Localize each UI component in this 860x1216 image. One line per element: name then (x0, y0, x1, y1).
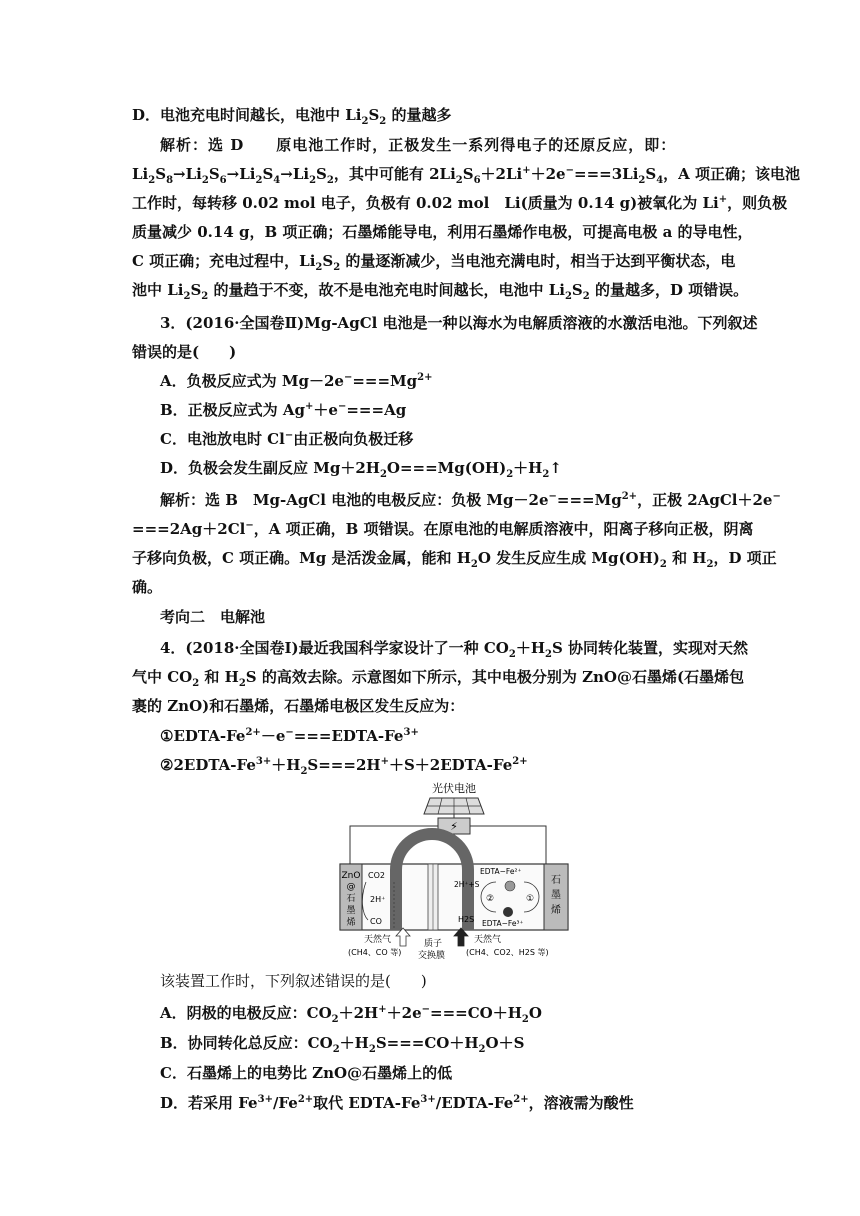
option-d-prev: D．电池充电时间越长，电池中 $Li_2S_2$ 的量越多 (132, 106, 452, 127)
analysis-3: 确。 (132, 578, 163, 596)
svg-text:②: ② (486, 894, 495, 904)
svg-text:交换膜: 交换膜 (418, 951, 446, 961)
svg-text:2H⁺+S: 2H⁺+S (454, 880, 480, 889)
svg-text:墨: 墨 (346, 906, 356, 916)
question-3: 3．(2016·全国卷Ⅱ)Mg-AgCl 电池是一种以海水为电解质溶液的水激活电池。下列叙述 (160, 314, 758, 332)
svg-text:质子: 质子 (424, 939, 443, 949)
analysis-line: 质量减少 0.14 g，B 项正确；石墨烯能导电，利用石墨烯作电极，可提高电极 a 的导电性， (132, 223, 753, 241)
q4-option-b: B．协同转化总反应：$CO_2+H_2S===CO+H_2O+S$ (160, 1034, 525, 1055)
svg-text:(CH4、CO 等): (CH4、CO 等) (348, 948, 402, 957)
svg-text:2H⁺: 2H⁺ (370, 895, 386, 904)
analysis-3: 解析：选 B Mg-AgCl 电池的电极反应：负极 $Mg-2e^-===Mg^{2+}$，正极 2AgCl＋2e− (160, 491, 781, 509)
analysis-line: 工作时，每转移 0.02 mol 电子，负极有 0.02 mol Li(质量为 0.14 g)被氧化为 Li+，则负极 (132, 194, 788, 212)
option-d: D．负极会发生副反应 $Mg+2H_2O===Mg(OH)_2+H_2↑$ (160, 459, 562, 480)
gas-in-left-arrow (396, 928, 410, 946)
analysis-line: C 项正确；充电过程中，$Li_2S_2$ 的量逐渐减少，当电池充满电时，相当于达到平衡状态，电 (132, 252, 736, 273)
analysis-line: 池中 $Li_2S_2$ 的量趋于不变，故不是电池充电时间越长，电池中 $Li_2S_2$ 的量越多，D 项错误。 (132, 281, 749, 302)
question-3: 错误的是( ) (132, 343, 237, 361)
question-4: 裹的 ZnO)和石墨烯，石墨烯电极区发生反应为： (132, 697, 465, 715)
svg-text:⚡: ⚡ (450, 820, 458, 833)
q4-option-a: A．阴极的电极反应：$CO_2+2H^++2e^-===CO+H_2O$ (160, 1004, 542, 1025)
section-heading: 考向二 电解池 (160, 608, 266, 626)
svg-text:墨: 墨 (551, 890, 561, 901)
svg-text:(CH4、CO2、H2S 等): (CH4、CO2、H2S 等) (466, 948, 549, 957)
svg-text:石: 石 (551, 875, 561, 886)
option-a: A．负极反应式为 $Mg-2e^-===Mg^{2+}$ (160, 372, 433, 390)
svg-text:天然气: 天然气 (364, 935, 392, 945)
svg-text:烯: 烯 (346, 918, 356, 928)
svg-text:CO2: CO2 (368, 871, 385, 880)
analysis-line: $Li_2S_8\to Li_2S_6\to Li_2S_4\to Li_2S_2$，其中可能有 $2Li_2S_6+2Li^++2e^-===3Li_2S_4$，A 项正确；该电池 (132, 165, 801, 186)
question-4: 气中 $CO_2$ 和 $H_2S$ 的高效去除。示意图如下所示，其中电极分别为 ZnO@石墨烯(石墨烯包 (132, 668, 745, 689)
svg-text:烯: 烯 (551, 905, 561, 916)
gas-in-right-arrow (454, 928, 468, 946)
reaction-1: ①EDTA-$Fe^{2+}-e^-===EDTA-Fe^{3+}$ (160, 727, 419, 745)
option-b: B．正极反应式为 Ag+＋e−===Ag (160, 401, 407, 419)
svg-text:ZnO: ZnO (341, 871, 361, 881)
solar-label: 光伏电池 (432, 782, 476, 795)
analysis-line: 解析：选 D 原电池工作时，正极发生一系列得电子的还原反应，即： (160, 136, 677, 154)
svg-text:@: @ (346, 882, 356, 892)
question-4: 4．(2018·全国卷Ⅰ)最近我国科学家设计了一种 $CO_2+H_2S$ 协同转化装置，实现对天然 (160, 639, 749, 660)
analysis-3: 子移向负极，C 项正确。Mg 是活泼金属，能和 $H_2O$ 发生反应生成 $Mg(OH)_2$ 和 $H_2$，D 项正 (132, 549, 777, 570)
svg-text:石: 石 (346, 894, 356, 904)
reaction-2: $②2EDTA-Fe^{3+}+H_2S===2H^++S+2EDTA-Fe^{2+}$ (160, 756, 528, 777)
analysis-3: ===2Ag＋2Cl−，A 项正确，B 项错误。在原电池的电解质溶液中，阳离子移向正极，阴离 (132, 520, 754, 538)
q4-option-c: C．石墨烯上的电势比 ZnO@石墨烯上的低 (160, 1064, 453, 1082)
svg-text:天然气: 天然气 (474, 935, 502, 945)
electrolysis-device-diagram (338, 778, 570, 966)
svg-text:EDTA−Fe²⁺: EDTA−Fe²⁺ (480, 867, 522, 876)
svg-text:EDTA−Fe³⁺: EDTA−Fe³⁺ (482, 919, 524, 928)
option-c: C．电池放电时 Cl−由正极向负极迁移 (160, 430, 414, 448)
svg-text:CO: CO (370, 917, 382, 926)
q4-option-d: D．若采用 $Fe^{3+}/Fe^{2+}$取代 EDTA-$Fe^{3+}/EDTA-Fe^{2+}$，溶液需为酸性 (160, 1094, 634, 1112)
question-4-stem: 该装置工作时，下列叙述错误的是( ) (160, 972, 427, 990)
svg-text:①: ① (526, 894, 535, 904)
svg-text:H2S: H2S (458, 915, 475, 924)
